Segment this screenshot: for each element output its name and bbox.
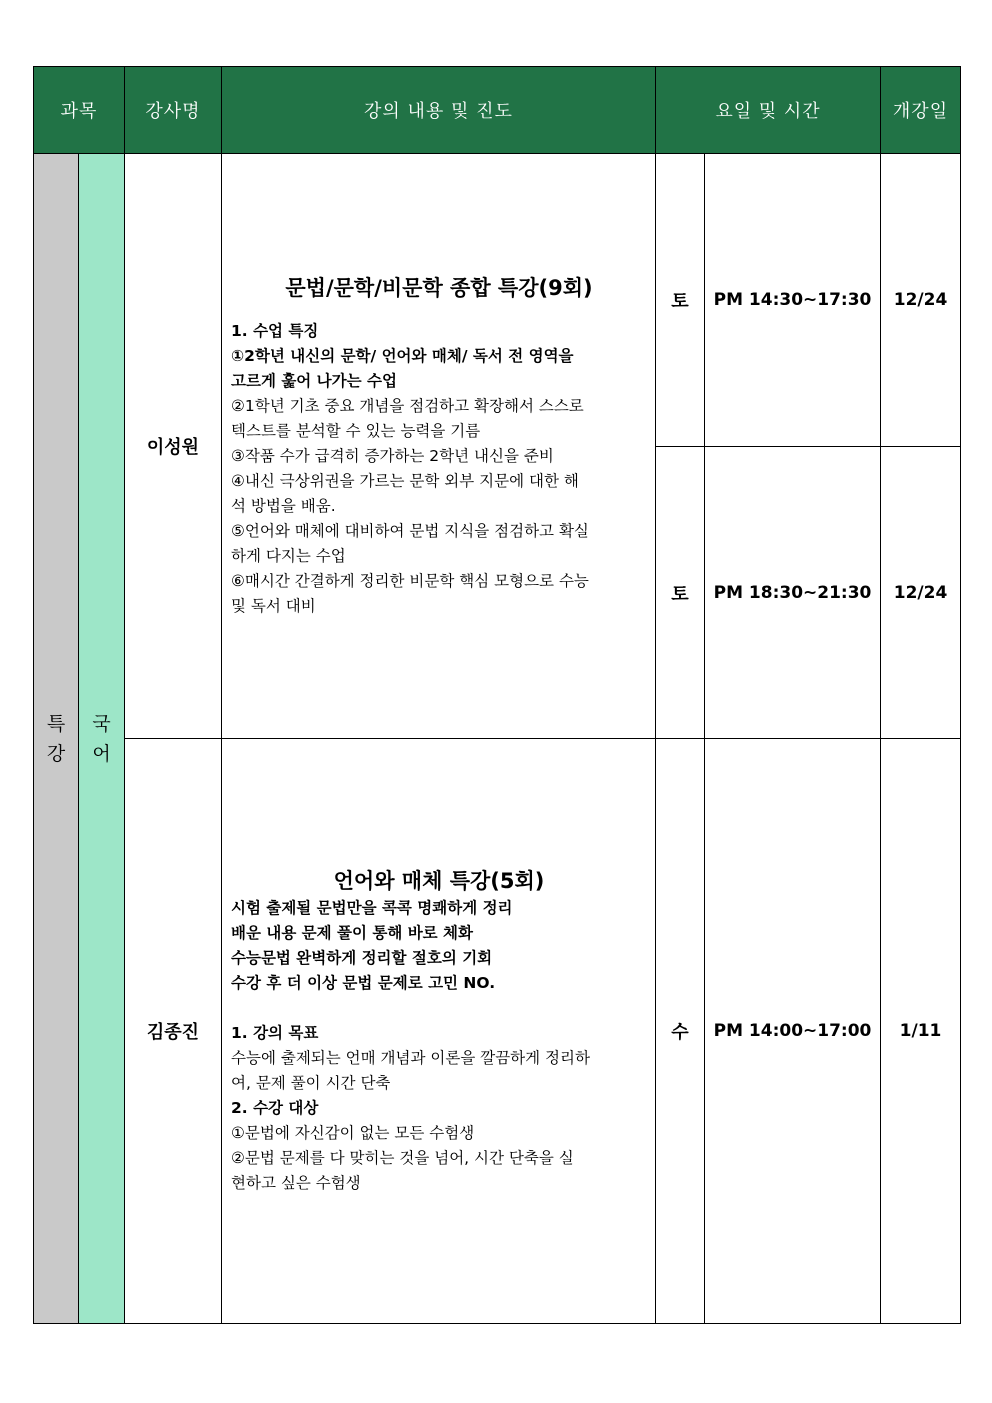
description-line: 텍스트를 분석할 수 있는 능력을 기름	[231, 422, 481, 440]
description-line: 석 방법을 배움.	[231, 497, 336, 515]
intro-line: 수강 후 더 이상 문법 문제로 고민 NO.	[231, 974, 496, 992]
header-schedule: 요일 및 시간	[656, 67, 881, 154]
description-line: 수능에 출제되는 언매 개념과 이론을 깔끔하게 정리하	[231, 1049, 590, 1067]
session-time: PM 14:00~17:00	[705, 739, 881, 1324]
header-subject: 과목	[34, 67, 125, 154]
course-title: 언어와 매체 특강(5회)	[333, 869, 545, 893]
intro-line: 수능문법 완벽하게 정리할 절호의 기회	[231, 949, 493, 967]
description-line: 여, 문제 풀이 시간 단축	[231, 1074, 391, 1092]
session-day: 토	[656, 447, 705, 739]
category-char: 국	[92, 712, 111, 735]
category-char: 특	[46, 712, 66, 735]
course-schedule-table	[33, 66, 961, 1324]
description-line: ③작품 수가 급격히 증가하는 2학년 내신을 준비	[231, 447, 554, 465]
header-content: 강의 내용 및 진도	[222, 67, 656, 154]
intro-line: 배운 내용 문제 풀이 통해 바로 체화	[231, 924, 474, 942]
category-subject-cell	[79, 154, 125, 1324]
session-time: PM 18:30~21:30	[705, 447, 881, 739]
session-time: PM 14:30~17:30	[705, 154, 881, 447]
header-row	[34, 67, 961, 154]
category-subject	[79, 709, 124, 769]
category-char: 강	[46, 742, 66, 765]
description-line: 1. 수업 특징	[231, 322, 319, 340]
description-line: 및 독서 대비	[231, 597, 316, 615]
course-title: 문법/문학/비문학 종합 특강(9회)	[285, 276, 593, 300]
teacher-name: 이성원	[125, 154, 222, 739]
teacher-name: 김종진	[125, 739, 222, 1324]
session-day: 토	[656, 154, 705, 447]
description-line: ②1학년 기초 중요 개념을 점검하고 확장해서 스스로	[231, 397, 584, 415]
description-line: 1. 강의 목표	[231, 1024, 319, 1042]
category-type	[34, 709, 78, 769]
description-line: 현하고 싶은 수험생	[231, 1174, 361, 1192]
category-type-cell	[34, 154, 79, 1324]
description-line: ①문법에 자신감이 없는 모든 수험생	[231, 1124, 475, 1142]
description-line: ⑥매시간 간결하게 정리한 비문학 핵심 모형으로 수능	[231, 572, 589, 590]
session-start-date: 12/24	[881, 447, 961, 739]
session-start-date: 1/11	[881, 739, 961, 1324]
description-line: ①2학년 내신의 문학/ 언어와 매체/ 독서 전 영역을	[231, 347, 574, 365]
description-line: ②문법 문제를 다 맞히는 것을 넘어, 시간 단축을 실	[231, 1149, 574, 1167]
course-description	[222, 739, 656, 1324]
description-line: ⑤언어와 매체에 대비하여 문법 지식을 점검하고 확실	[231, 522, 589, 540]
description-line: ④내신 극상위권을 가르는 문학 외부 지문에 대한 해	[231, 472, 579, 490]
header-start-date: 개강일	[881, 67, 961, 154]
course-description	[222, 154, 656, 739]
session-start-date: 12/24	[881, 154, 961, 447]
category-char: 어	[92, 742, 111, 765]
intro-line: 시험 출제될 문법만을 콕콕 명쾌하게 정리	[231, 899, 513, 917]
header-teacher: 강사명	[125, 67, 222, 154]
table-row	[34, 154, 961, 447]
session-day: 수	[656, 739, 705, 1324]
description-line: 고르게 훑어 나가는 수업	[231, 372, 397, 390]
table-row	[34, 739, 961, 1324]
description-line: 2. 수강 대상	[231, 1099, 319, 1117]
description-line: 하게 다지는 수업	[231, 547, 346, 565]
